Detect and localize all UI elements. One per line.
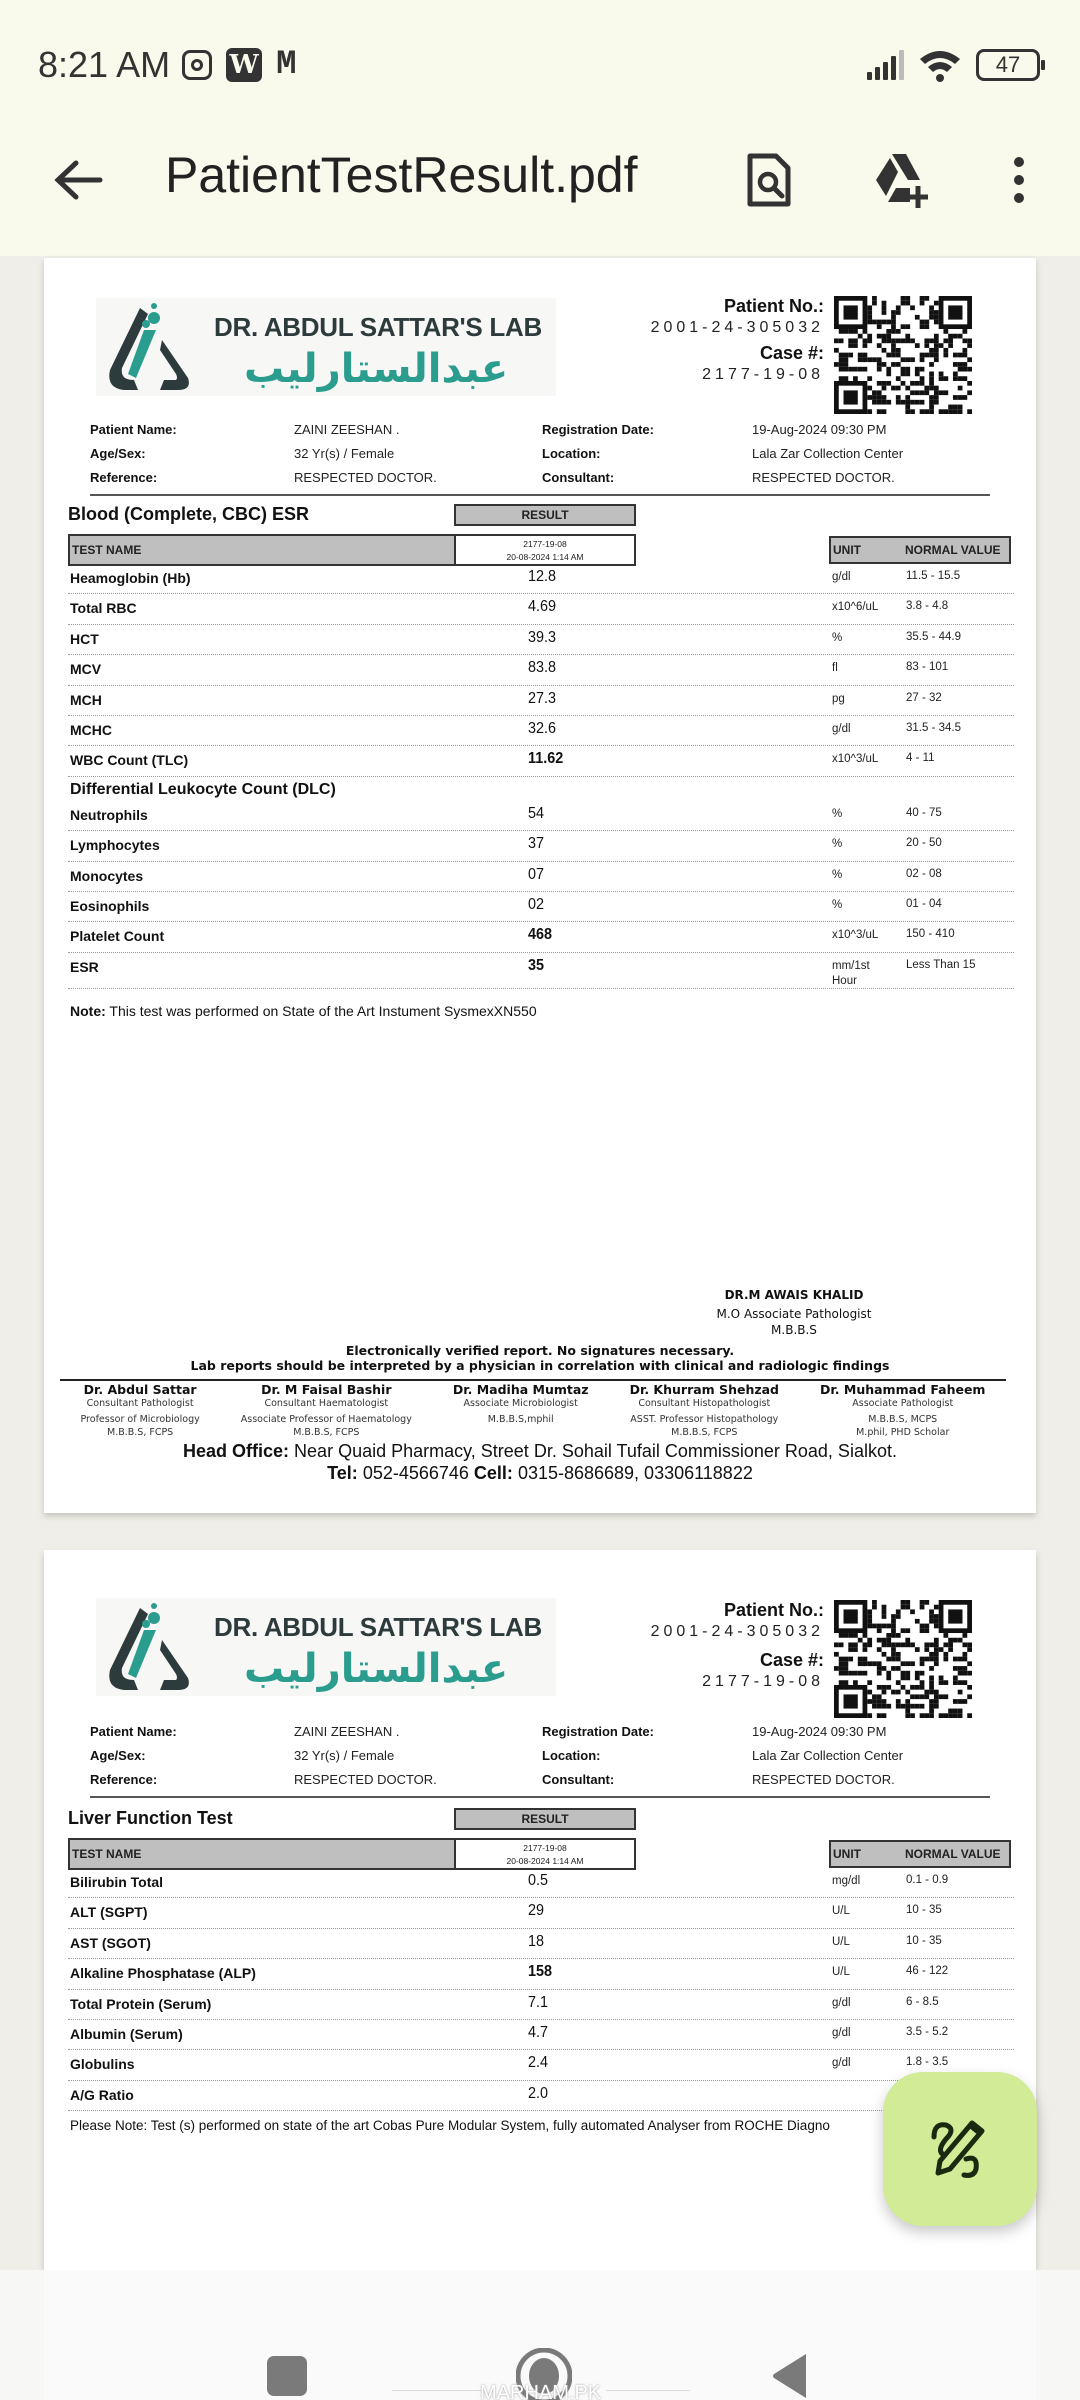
test-result: 35	[528, 956, 545, 974]
table-row	[68, 625, 1014, 655]
unit-normal-header: UNIT NORMAL VALUE	[829, 1840, 1011, 1868]
table-row	[68, 1929, 1014, 1959]
result-stamp: 2177-19-08 20-08-2024 1:14 AM	[454, 534, 636, 566]
doctor-qualification: M.B.B.S,mphil	[487, 1414, 554, 1425]
test-unit: %	[832, 807, 843, 820]
annotate-fab[interactable]	[883, 2072, 1037, 2226]
test-normal-value: 1.8 - 3.5	[906, 2056, 949, 2069]
result-stamp: 2177-19-08 20-08-2024 1:14 AM	[454, 1838, 636, 1870]
test-normal-value: 35.5 - 44.9	[906, 630, 961, 643]
test-name: WBC Count (TLC)	[70, 752, 189, 769]
test-name: Eosinophils	[70, 897, 150, 914]
table-row	[68, 801, 1014, 831]
doctor-role: Consultant Pathologist	[86, 1398, 194, 1409]
test-name: HCT	[70, 630, 99, 647]
info-row: Age/Sex: 32 Yr(s) / Female Location: Lala Zar Collection Center	[90, 446, 904, 461]
test-name: MCV	[70, 661, 102, 678]
unit-normal-header	[829, 536, 1011, 564]
test-normal-value: 0.1 - 0.9	[906, 1874, 949, 1886]
back-button[interactable]	[770, 2352, 810, 2400]
table-row	[68, 1959, 1014, 1989]
test-normal-value: 27 - 32	[906, 691, 942, 704]
table-row	[68, 2020, 1014, 2050]
doctor-name: Dr. Madiha Mumtaz	[452, 1382, 589, 1397]
lab-name-urdu: عبدالستارلیب	[244, 346, 509, 392]
doctors-list	[60, 1382, 1006, 1439]
table-row	[68, 594, 1014, 624]
patient-no-label: Patient No.:	[723, 296, 824, 316]
test-unit: g/dl	[832, 571, 851, 583]
table-row	[68, 686, 1014, 716]
signer-degree: M.B.B.S	[771, 1323, 817, 1337]
doctor-card	[241, 1382, 412, 1439]
test-name: Alkaline Phosphatase (ALP)	[70, 1965, 256, 1982]
test-name: Platelet Count	[70, 928, 165, 945]
test-unit: x10^6/uL	[832, 601, 879, 614]
test-name: ALT (SGPT)	[70, 1904, 148, 1921]
test-result: 02	[528, 895, 545, 913]
test-name: Globulins	[70, 2056, 135, 2073]
test-result: 18	[528, 1932, 545, 1950]
table-row	[68, 2050, 1014, 2080]
test-unit: %	[832, 868, 843, 881]
test-normal-value: 3.8 - 4.8	[906, 600, 949, 613]
signing-doctor	[684, 1288, 904, 1338]
test-unit: g/dl	[832, 722, 851, 735]
patient-id-block	[651, 296, 824, 390]
test-result: 12.8	[528, 568, 557, 585]
w-app-icon: W	[226, 48, 262, 82]
test-unit: %	[832, 898, 843, 911]
info-row: Reference: RESPECTED DOCTOR. Consultant: RESPECTED DOCTOR.	[90, 1772, 895, 1787]
test-unit: mg/dl	[832, 1875, 861, 1887]
test-name: Heamoglobin (Hb)	[70, 570, 191, 586]
unit-header: UNIT	[833, 543, 861, 557]
test-unit: mm/1st Hour	[832, 959, 870, 987]
pdf-page-1	[44, 258, 1036, 1513]
test-name: Total Protein (Serum)	[70, 1995, 212, 2012]
doctor-name: Dr. Muhammad Faheem	[820, 1382, 986, 1397]
test-normal-value: 31.5 - 34.5	[906, 721, 961, 734]
qr-code	[834, 296, 972, 414]
signer-title: M.O Associate Pathologist	[716, 1307, 872, 1321]
doctor-name: Dr. Khurram Shehzad	[629, 1382, 779, 1397]
doctor-card	[453, 1382, 589, 1439]
test-result: 4.7	[528, 2023, 549, 2041]
app-bar	[0, 130, 1080, 230]
test-unit: U/L	[832, 1935, 850, 1948]
draw-pen-icon	[928, 2117, 992, 2181]
table-row	[68, 1898, 1014, 1928]
test-normal-value: 3.5 - 5.2	[906, 2025, 949, 2038]
test-normal-value: 10 - 35	[906, 1934, 942, 1947]
search-document-icon[interactable]	[742, 152, 798, 208]
doctor-qualification: M.B.B.S, MCPS	[868, 1414, 938, 1425]
doctor-name: Dr. M Faisal Bashir	[261, 1382, 392, 1397]
case-label: Case #:	[759, 343, 824, 363]
drive-add-icon[interactable]	[872, 152, 934, 208]
test-unit: pg	[832, 692, 845, 705]
test-result: 32.6	[528, 719, 557, 737]
qr-code	[834, 1600, 972, 1718]
test-unit: U/L	[832, 1905, 850, 1918]
test-result: 158	[528, 1963, 553, 1981]
lab-name-urdu: عبدالستارلیب	[244, 1646, 509, 1692]
test-result: 0.5	[528, 1872, 549, 1889]
test-name-header: TEST NAME	[68, 1838, 458, 1870]
doctor-card	[81, 1382, 200, 1439]
test-normal-value: 83 - 101	[906, 661, 949, 674]
test-name: MCHC	[70, 721, 112, 738]
test-result: 83.8	[528, 659, 557, 677]
wifi-icon	[918, 47, 962, 83]
section-title-cbc: Blood (Complete, CBC) ESR	[68, 504, 309, 524]
doctor-role: Associate Microbiologist	[463, 1398, 578, 1409]
test-name: MCH	[70, 691, 102, 708]
divider	[60, 1379, 1006, 1381]
normal-value-header: NORMAL VALUE	[905, 543, 1001, 557]
test-normal-value: 20 - 50	[906, 837, 942, 850]
patient-no-value: 2001-24-305032	[650, 319, 824, 336]
doctor-qualification: Associate Professor of Haematology	[240, 1414, 412, 1425]
test-unit: x10^3/uL	[832, 929, 879, 942]
lab-name-english: DR. ABDUL SATTAR'S LAB	[214, 312, 542, 342]
test-name-header: TEST NAME	[68, 534, 458, 566]
table-row	[68, 1990, 1014, 2020]
cbc-table	[68, 564, 1014, 989]
info-row: Patient Name: ZAINI ZEESHAN . Registration Date: 19-Aug-2024 09:30 PM	[90, 1724, 887, 1739]
test-normal-value: 11.5 - 15.5	[906, 570, 961, 582]
table-row	[68, 2081, 1014, 2111]
test-name: A/G Ratio	[70, 2086, 134, 2103]
doctor-degree: M.B.B.S, FCPS	[671, 1427, 738, 1438]
more-vert-icon[interactable]	[1004, 152, 1034, 208]
case-block: Case #: 2177-19-08	[702, 1650, 824, 1690]
test-normal-value: 150 - 410	[906, 928, 955, 941]
info-row: Age/Sex: 32 Yr(s) / Female Location: Lala Zar Collection Center	[90, 1748, 904, 1763]
test-normal-value: Less Than 15	[906, 958, 976, 971]
test-result: 4.69	[528, 598, 557, 616]
test-unit: U/L	[832, 1966, 850, 1979]
test-name: ESR	[70, 958, 99, 975]
test-name: Total RBC	[70, 600, 137, 617]
test-result: 2.0	[528, 2084, 549, 2102]
doctor-role: Consultant Histopathologist	[638, 1398, 771, 1409]
test-normal-value: 40 - 75	[906, 806, 942, 819]
table-row	[68, 1868, 1014, 1898]
doctor-qualification: ASST. Professor Histopathology	[630, 1414, 779, 1425]
status-time: 8:21 AM	[38, 44, 171, 85]
test-unit: g/dl	[832, 1996, 851, 2009]
section-title-lft: Liver Function Test	[68, 1808, 233, 1828]
head-office: Head Office: Near Quaid Pharmacy, Street Dr. Sohail Tufail Commissioner Road, Sialkot. Tel: 052-4566746 Cell: 0315-8686689, 03306118822	[183, 1441, 897, 1483]
test-name: Bilirubin Total	[70, 1874, 164, 1890]
recents-button[interactable]	[267, 2356, 307, 2396]
lft-note: Please Note: Test (s) performed on state of the art Cobas Pure Modular System, fully automated Analyser from ROCHE Diagno	[70, 2118, 830, 2133]
test-normal-value: 6 - 8.5	[906, 1995, 939, 2008]
test-normal-value: 10 - 35	[906, 1904, 942, 1917]
test-name: AST (SGOT)	[70, 1934, 151, 1951]
status-bar	[38, 40, 1040, 90]
test-unit: fl	[832, 662, 838, 675]
test-result: 7.1	[528, 1993, 549, 2011]
table-row	[68, 892, 1014, 922]
lab-logo	[96, 1598, 556, 1696]
dlc-subsection	[68, 777, 1014, 801]
divider	[90, 494, 990, 496]
table-row	[68, 862, 1014, 892]
doctor-name: Dr. Abdul Sattar	[83, 1382, 197, 1397]
case-value: 2177-19-08	[702, 366, 824, 383]
test-name: Neutrophils	[70, 806, 148, 823]
info-row: Reference: RESPECTED DOCTOR. Consultant: RESPECTED DOCTOR.	[90, 470, 895, 485]
doctor-card	[630, 1382, 779, 1439]
doctor-degree: M.phil, PHD Scholar	[856, 1427, 950, 1438]
test-normal-value: 4 - 11	[906, 752, 935, 765]
battery-icon: 47	[976, 49, 1040, 81]
top-bar	[0, 0, 1080, 256]
result-header: RESULT	[454, 504, 636, 526]
doctor-role: Associate Pathologist	[852, 1398, 954, 1409]
lab-logo-mark	[104, 300, 196, 394]
patient-id-block: Patient No.: 2001-24-305032	[650, 1600, 824, 1640]
watermark: MARHAM.PK	[480, 2382, 602, 2400]
table-row	[68, 746, 1014, 776]
table-row	[68, 655, 1014, 685]
lab-name-english: DR. ABDUL SATTAR'S LAB	[214, 1612, 542, 1642]
doctor-degree: M.B.B.S, FCPS	[107, 1427, 174, 1438]
test-unit: g/dl	[832, 2057, 851, 2070]
table-row	[68, 564, 1014, 594]
result-header: RESULT	[454, 1808, 636, 1830]
test-result: 07	[528, 865, 545, 883]
test-result: 468	[528, 926, 553, 944]
test-normal-value: 01 - 04	[906, 897, 942, 910]
system-nav-bar	[0, 2270, 1080, 2400]
table-row	[68, 831, 1014, 861]
test-result: 27.3	[528, 689, 557, 707]
test-result: 39.3	[528, 628, 557, 646]
instagram-icon	[182, 50, 212, 80]
test-unit: g/dl	[832, 2026, 851, 2039]
doctor-card	[820, 1382, 985, 1439]
test-result: 37	[528, 835, 545, 853]
signer-name: DR.M AWAIS KHALID	[724, 1288, 864, 1302]
cbc-note: Note: This test was performed on State of the Art Instument SysmexXN550	[70, 1003, 537, 1019]
document-title: PatientTestResult.pdf	[165, 147, 638, 203]
test-unit: %	[832, 631, 843, 644]
section-title-dlc: Differential Leukocyte Count (DLC)	[70, 780, 336, 798]
test-result: 54	[528, 804, 545, 822]
lab-logo-mark	[104, 1600, 196, 1694]
test-unit: x10^3/uL	[832, 753, 879, 766]
test-result: 11.62	[528, 750, 564, 768]
lft-table	[68, 1868, 1014, 2111]
test-name: Monocytes	[70, 867, 144, 884]
test-name: Albumin (Serum)	[70, 2025, 183, 2042]
test-name: Lymphocytes	[70, 837, 160, 854]
patient-info	[90, 1724, 990, 1796]
test-normal-value: 46 - 122	[906, 1965, 949, 1978]
test-result: 29	[528, 1902, 545, 1920]
doctor-qualification: Professor of Microbiology	[80, 1414, 200, 1425]
info-row: Patient Name: ZAINI ZEESHAN . Registration Date: 19-Aug-2024 09:30 PM	[90, 422, 887, 437]
verification-text: Electronically verified report. No signatures necessary. Lab reports should be interpreted by a physician in correlation with clinical and radiologic findings	[190, 1343, 890, 1373]
divider	[90, 1796, 990, 1798]
table-row	[68, 953, 1014, 989]
patient-info	[90, 422, 990, 494]
lab-logo	[96, 298, 556, 396]
signal-icon	[867, 50, 904, 80]
table-row	[68, 716, 1014, 746]
back-arrow-icon[interactable]	[50, 155, 106, 205]
gmail-icon: M	[276, 46, 297, 84]
doctor-degree: M.B.B.S, FCPS	[293, 1427, 360, 1438]
test-result: 2.4	[528, 2054, 549, 2072]
test-unit: %	[832, 838, 843, 851]
doctor-role: Consultant Haematologist	[264, 1398, 389, 1409]
test-normal-value: 02 - 08	[906, 867, 942, 880]
table-row	[68, 922, 1014, 952]
